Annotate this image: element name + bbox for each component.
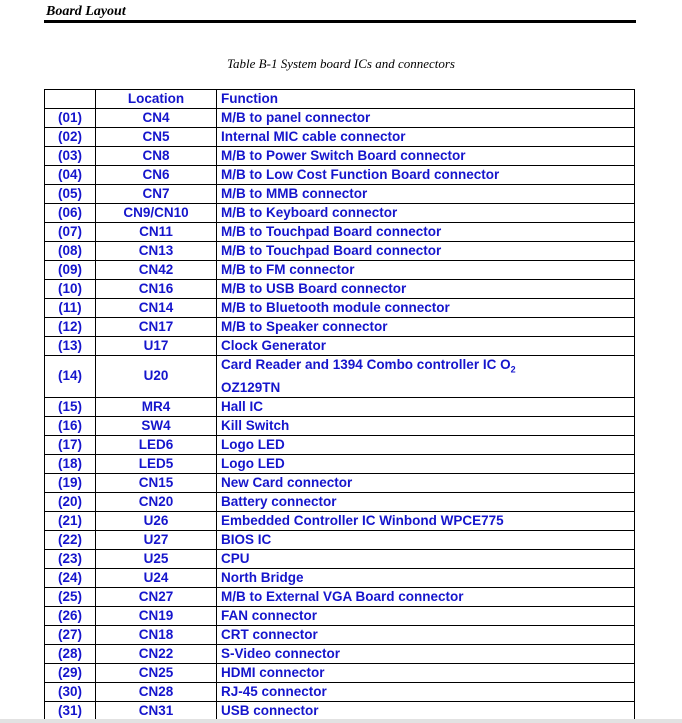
row-location: CN8 bbox=[96, 147, 217, 166]
row-location: U26 bbox=[96, 511, 217, 530]
row-location: CN17 bbox=[96, 318, 217, 337]
row-location: CN18 bbox=[96, 625, 217, 644]
table-caption: Table B-1 System board ICs and connectors bbox=[227, 56, 455, 71]
row-location: CN9/CN10 bbox=[96, 204, 217, 223]
row-location: SW4 bbox=[96, 416, 217, 435]
row-function: M/B to Touchpad Board connector bbox=[217, 223, 635, 242]
table-row bbox=[45, 261, 635, 280]
table-header-row bbox=[45, 90, 635, 109]
row-function: M/B to panel connector bbox=[217, 109, 635, 128]
row-number: (16) bbox=[45, 416, 96, 435]
table-row bbox=[45, 337, 635, 356]
row-number: (30) bbox=[45, 682, 96, 701]
row-number: (01) bbox=[45, 109, 96, 128]
table-row bbox=[45, 128, 635, 147]
row-function: M/B to External VGA Board connector bbox=[217, 587, 635, 606]
table-row bbox=[45, 299, 635, 318]
table-row bbox=[45, 530, 635, 549]
row-location: CN20 bbox=[96, 492, 217, 511]
row-function: Embedded Controller IC Winbond WPCE775 bbox=[217, 511, 635, 530]
column-header-function: Function bbox=[217, 90, 635, 109]
row-number: (21) bbox=[45, 511, 96, 530]
row-function: CRT connector bbox=[217, 625, 635, 644]
row-function: Logo LED bbox=[217, 435, 635, 454]
table-row bbox=[45, 147, 635, 166]
row-number: (03) bbox=[45, 147, 96, 166]
row-location: U17 bbox=[96, 337, 217, 356]
row-number: (27) bbox=[45, 625, 96, 644]
row-location: MR4 bbox=[96, 397, 217, 416]
row-location: CN16 bbox=[96, 280, 217, 299]
row-function: Kill Switch bbox=[217, 416, 635, 435]
row-location: U24 bbox=[96, 568, 217, 587]
row-number: (13) bbox=[45, 337, 96, 356]
row-number: (14) bbox=[45, 356, 96, 398]
row-function: Logo LED bbox=[217, 454, 635, 473]
row-function: S-Video connector bbox=[217, 644, 635, 663]
row-function: M/B to Bluetooth module connector bbox=[217, 299, 635, 318]
table-row bbox=[45, 682, 635, 701]
table-row bbox=[45, 549, 635, 568]
row-number: (11) bbox=[45, 299, 96, 318]
row-number: (09) bbox=[45, 261, 96, 280]
row-location: CN27 bbox=[96, 587, 217, 606]
row-function: Internal MIC cable connector bbox=[217, 128, 635, 147]
table-row bbox=[45, 397, 635, 416]
row-number: (05) bbox=[45, 185, 96, 204]
row-function: USB connector bbox=[217, 701, 635, 720]
row-function: M/B to Keyboard connector bbox=[217, 204, 635, 223]
row-location: CN22 bbox=[96, 644, 217, 663]
row-location: CN28 bbox=[96, 682, 217, 701]
table-row bbox=[45, 473, 635, 492]
row-number: (07) bbox=[45, 223, 96, 242]
row-function: M/B to MMB connector bbox=[217, 185, 635, 204]
row-location: CN15 bbox=[96, 473, 217, 492]
row-location: CN19 bbox=[96, 606, 217, 625]
row-location: U27 bbox=[96, 530, 217, 549]
row-location: CN31 bbox=[96, 701, 217, 720]
table-row bbox=[45, 701, 635, 720]
row-location: CN5 bbox=[96, 128, 217, 147]
row-number: (25) bbox=[45, 587, 96, 606]
row-function: M/B to Touchpad Board connector bbox=[217, 242, 635, 261]
table-row bbox=[45, 625, 635, 644]
table-body bbox=[45, 109, 635, 721]
table-row bbox=[45, 587, 635, 606]
row-location: CN6 bbox=[96, 166, 217, 185]
table-row bbox=[45, 416, 635, 435]
row-function: New Card connector bbox=[217, 473, 635, 492]
page-header-title: Board Layout bbox=[46, 4, 126, 19]
row-function: North Bridge bbox=[217, 568, 635, 587]
row-function bbox=[217, 356, 635, 398]
row-number: (29) bbox=[45, 663, 96, 682]
table-row bbox=[45, 568, 635, 587]
row-function: RJ-45 connector bbox=[217, 682, 635, 701]
row-number: (10) bbox=[45, 280, 96, 299]
row-location: CN4 bbox=[96, 109, 217, 128]
row-location: LED5 bbox=[96, 454, 217, 473]
row-location: CN14 bbox=[96, 299, 217, 318]
row-number: (24) bbox=[45, 568, 96, 587]
table-row bbox=[45, 644, 635, 663]
row-number: (31) bbox=[45, 701, 96, 720]
row-function: Battery connector bbox=[217, 492, 635, 511]
row-number: (02) bbox=[45, 128, 96, 147]
row-function: M/B to FM connector bbox=[217, 261, 635, 280]
row-function: Clock Generator bbox=[217, 337, 635, 356]
row-function: M/B to Low Cost Function Board connector bbox=[217, 166, 635, 185]
table-row bbox=[45, 109, 635, 128]
row-number: (19) bbox=[45, 473, 96, 492]
row-function: M/B to Speaker connector bbox=[217, 318, 635, 337]
row-function: FAN connector bbox=[217, 606, 635, 625]
ic-connector-table bbox=[44, 89, 635, 721]
table-row bbox=[45, 318, 635, 337]
row-function: CPU bbox=[217, 549, 635, 568]
row-function-text: Card Reader and 1394 Combo controller IC O bbox=[221, 357, 511, 372]
table-row bbox=[45, 435, 635, 454]
row-number: (18) bbox=[45, 454, 96, 473]
row-number: (08) bbox=[45, 242, 96, 261]
table-row bbox=[45, 223, 635, 242]
row-number: (23) bbox=[45, 549, 96, 568]
table-row bbox=[45, 166, 635, 185]
column-header-number bbox=[45, 90, 96, 109]
row-number: (04) bbox=[45, 166, 96, 185]
row-number: (28) bbox=[45, 644, 96, 663]
table-row bbox=[45, 204, 635, 223]
row-number: (06) bbox=[45, 204, 96, 223]
table-row bbox=[45, 492, 635, 511]
table-row bbox=[45, 356, 635, 398]
row-location: U25 bbox=[96, 549, 217, 568]
table-row bbox=[45, 606, 635, 625]
row-location: CN42 bbox=[96, 261, 217, 280]
table-row bbox=[45, 185, 635, 204]
table-row bbox=[45, 663, 635, 682]
table-row bbox=[45, 454, 635, 473]
row-number: (20) bbox=[45, 492, 96, 511]
row-function: Hall IC bbox=[217, 397, 635, 416]
table-row bbox=[45, 280, 635, 299]
row-function: BIOS IC bbox=[217, 530, 635, 549]
row-number: (12) bbox=[45, 318, 96, 337]
table-row bbox=[45, 511, 635, 530]
column-header-location: Location bbox=[96, 90, 217, 109]
row-location: CN11 bbox=[96, 223, 217, 242]
row-location: U20 bbox=[96, 356, 217, 398]
page-bottom-edge bbox=[0, 719, 682, 723]
row-location: CN25 bbox=[96, 663, 217, 682]
row-function-text-line2: OZ129TN bbox=[221, 379, 281, 395]
table-row bbox=[45, 242, 635, 261]
row-number: (17) bbox=[45, 435, 96, 454]
row-number: (26) bbox=[45, 606, 96, 625]
row-number: (22) bbox=[45, 530, 96, 549]
row-location: LED6 bbox=[96, 435, 217, 454]
row-function-subscript: 2 bbox=[510, 364, 516, 375]
row-function: M/B to USB Board connector bbox=[217, 280, 635, 299]
header-rule bbox=[44, 20, 636, 23]
row-function: HDMI connector bbox=[217, 663, 635, 682]
row-function: M/B to Power Switch Board connector bbox=[217, 147, 635, 166]
row-location: CN7 bbox=[96, 185, 217, 204]
row-number: (15) bbox=[45, 397, 96, 416]
row-location: CN13 bbox=[96, 242, 217, 261]
